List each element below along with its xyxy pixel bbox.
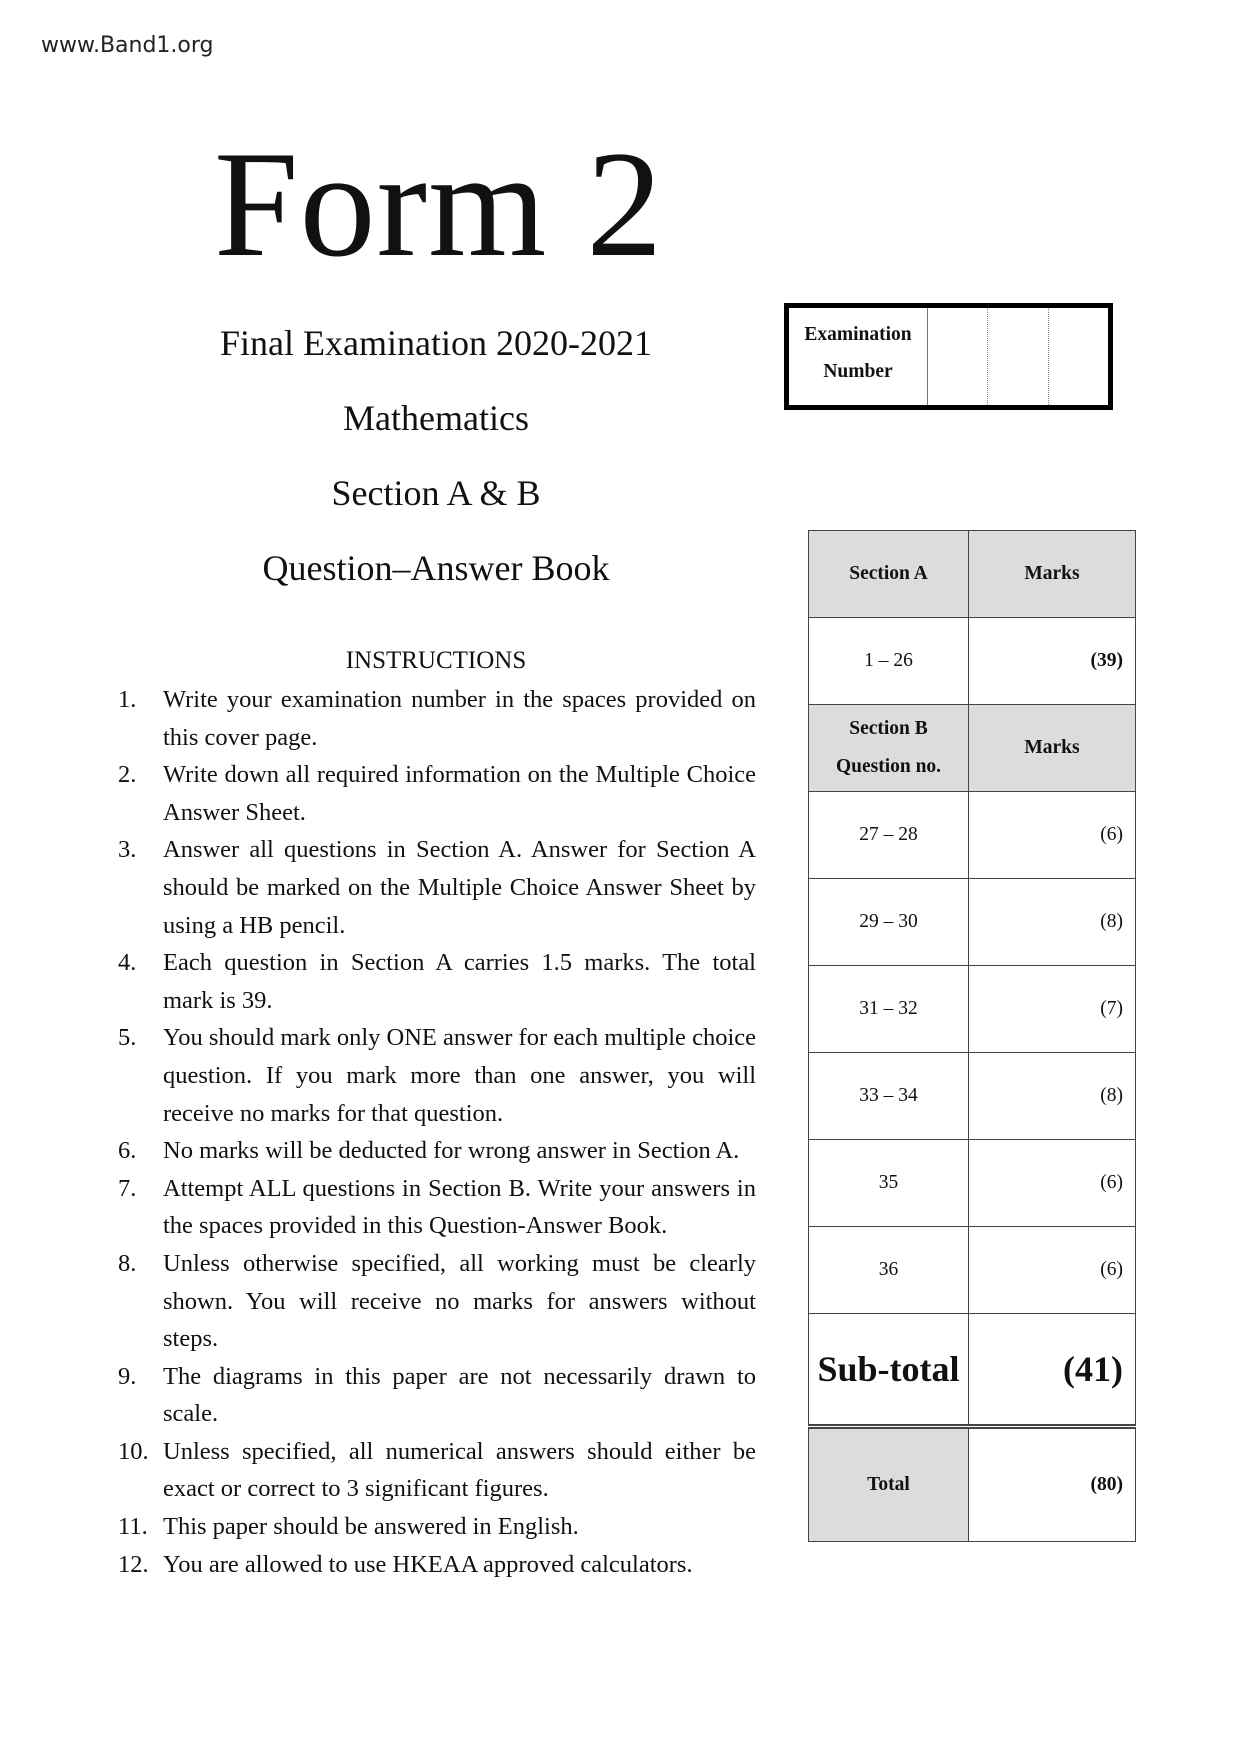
marks-value: (8) bbox=[969, 1053, 1136, 1140]
subject: Mathematics bbox=[343, 398, 529, 438]
item-number: 3. bbox=[118, 836, 137, 864]
exam-number-label-line2: Number bbox=[823, 361, 893, 382]
site-watermark: www.Band1.org bbox=[41, 33, 214, 58]
instruction-item bbox=[118, 1245, 756, 1358]
exam-number-label bbox=[789, 308, 928, 405]
marks-header: Marks bbox=[969, 705, 1136, 792]
instruction-item bbox=[118, 1132, 756, 1170]
exam-number-box bbox=[784, 303, 1113, 410]
item-text: This paper should be answered in English. bbox=[163, 1513, 579, 1541]
marks-value: (6) bbox=[969, 1140, 1136, 1227]
section-b-header-line1: Section B bbox=[849, 718, 928, 739]
instruction-item bbox=[118, 1433, 756, 1508]
item-number: 4. bbox=[118, 949, 137, 977]
table-row bbox=[809, 618, 1136, 705]
question-range: 33 – 34 bbox=[809, 1053, 969, 1140]
sections-label: Section A & B bbox=[331, 473, 541, 513]
page-title: Form 2 bbox=[214, 120, 664, 288]
item-number: 2. bbox=[118, 761, 137, 789]
item-number: 1. bbox=[118, 686, 137, 713]
item-number: 9. bbox=[118, 1362, 137, 1390]
marks-value: (8) bbox=[969, 879, 1136, 966]
instruction-item bbox=[118, 1508, 756, 1546]
marks-value: (39) bbox=[969, 618, 1136, 705]
exam-number-digit-cell[interactable] bbox=[988, 308, 1048, 405]
subtotal-label: Sub-total bbox=[809, 1314, 969, 1427]
item-text: Answer all questions in Section A. Answer for Section A should be marked on the Multiple Choice Answer Sheet by using a HB pencil. bbox=[163, 836, 756, 939]
section-a-header: Section A bbox=[809, 531, 969, 618]
instruction-item bbox=[118, 1546, 756, 1584]
item-text: Write your examination number in the spaces provided on this cover page. bbox=[163, 686, 756, 751]
exam-number-label-line1: Examination bbox=[804, 324, 912, 345]
table-header-row bbox=[809, 705, 1136, 792]
question-range: 29 – 30 bbox=[809, 879, 969, 966]
item-text: Attempt ALL questions in Section B. Write your answers in the spaces provided in this Question-Answer Book. bbox=[163, 1174, 756, 1240]
instruction-item bbox=[118, 831, 756, 944]
item-text: Unless specified, all numerical answers should either be exact or correct to 3 significant figures. bbox=[163, 1437, 756, 1503]
table-row bbox=[809, 1140, 1136, 1227]
question-range: 27 – 28 bbox=[809, 792, 969, 879]
item-number: 11. bbox=[118, 1513, 148, 1541]
item-number: 12. bbox=[118, 1550, 149, 1578]
table-row bbox=[809, 792, 1136, 879]
table-row bbox=[809, 879, 1136, 966]
table-row bbox=[809, 966, 1136, 1053]
question-range: 36 bbox=[809, 1227, 969, 1314]
instruction-item bbox=[118, 1019, 756, 1132]
section-b-header bbox=[809, 705, 969, 792]
exam-number-digit-cell[interactable] bbox=[1049, 308, 1108, 405]
table-row bbox=[809, 1227, 1136, 1314]
instruction-item bbox=[118, 681, 756, 756]
marks-value: (6) bbox=[969, 1227, 1136, 1314]
marks-table bbox=[808, 530, 1136, 1542]
item-text: You should mark only ONE answer for each multiple choice question. If you mark more than one answer, you will receive no marks for that question. bbox=[163, 1024, 756, 1127]
item-number: 8. bbox=[118, 1249, 137, 1277]
question-range: 31 – 32 bbox=[809, 966, 969, 1053]
total-row bbox=[809, 1427, 1136, 1542]
item-number: 5. bbox=[118, 1024, 137, 1052]
instruction-item bbox=[118, 1170, 756, 1245]
instruction-item bbox=[118, 756, 756, 831]
item-number: 7. bbox=[118, 1174, 137, 1202]
item-text: Unless otherwise specified, all working must be clearly shown. You will receive no marks for answers without steps. bbox=[163, 1249, 756, 1353]
question-range: 35 bbox=[809, 1140, 969, 1227]
item-text: The diagrams in this paper are not necessarily drawn to scale. bbox=[163, 1362, 756, 1428]
item-text: You are allowed to use HKEAA approved calculators. bbox=[163, 1550, 693, 1578]
item-number: 6. bbox=[118, 1137, 137, 1165]
total-label: Total bbox=[809, 1427, 969, 1542]
item-text: No marks will be deducted for wrong answer in Section A. bbox=[163, 1137, 740, 1165]
instructions-heading: INSTRUCTIONS bbox=[345, 647, 527, 674]
instruction-item bbox=[118, 944, 756, 1019]
subtotal-marks: (41) bbox=[969, 1314, 1136, 1427]
question-range: 1 – 26 bbox=[809, 618, 969, 705]
section-b-header-line2: Question no. bbox=[835, 756, 942, 777]
exam-title: Final Examination 2020-2021 bbox=[220, 323, 652, 363]
table-row bbox=[809, 1053, 1136, 1140]
instructions-list bbox=[118, 681, 756, 1583]
marks-value: (6) bbox=[969, 792, 1136, 879]
marks-header: Marks bbox=[969, 531, 1136, 618]
table-header-row bbox=[809, 531, 1136, 618]
item-text: Each question in Section A carries 1.5 marks. The total mark is 39. bbox=[163, 949, 756, 1014]
item-text: Write down all required information on the Multiple Choice Answer Sheet. bbox=[163, 761, 756, 826]
marks-value: (7) bbox=[969, 966, 1136, 1053]
instruction-item bbox=[118, 1358, 756, 1433]
book-label: Question–Answer Book bbox=[262, 548, 610, 588]
subtotal-row bbox=[809, 1314, 1136, 1427]
total-marks: (80) bbox=[969, 1427, 1136, 1542]
item-number: 10. bbox=[118, 1437, 149, 1465]
exam-number-digit-cell[interactable] bbox=[928, 308, 988, 405]
